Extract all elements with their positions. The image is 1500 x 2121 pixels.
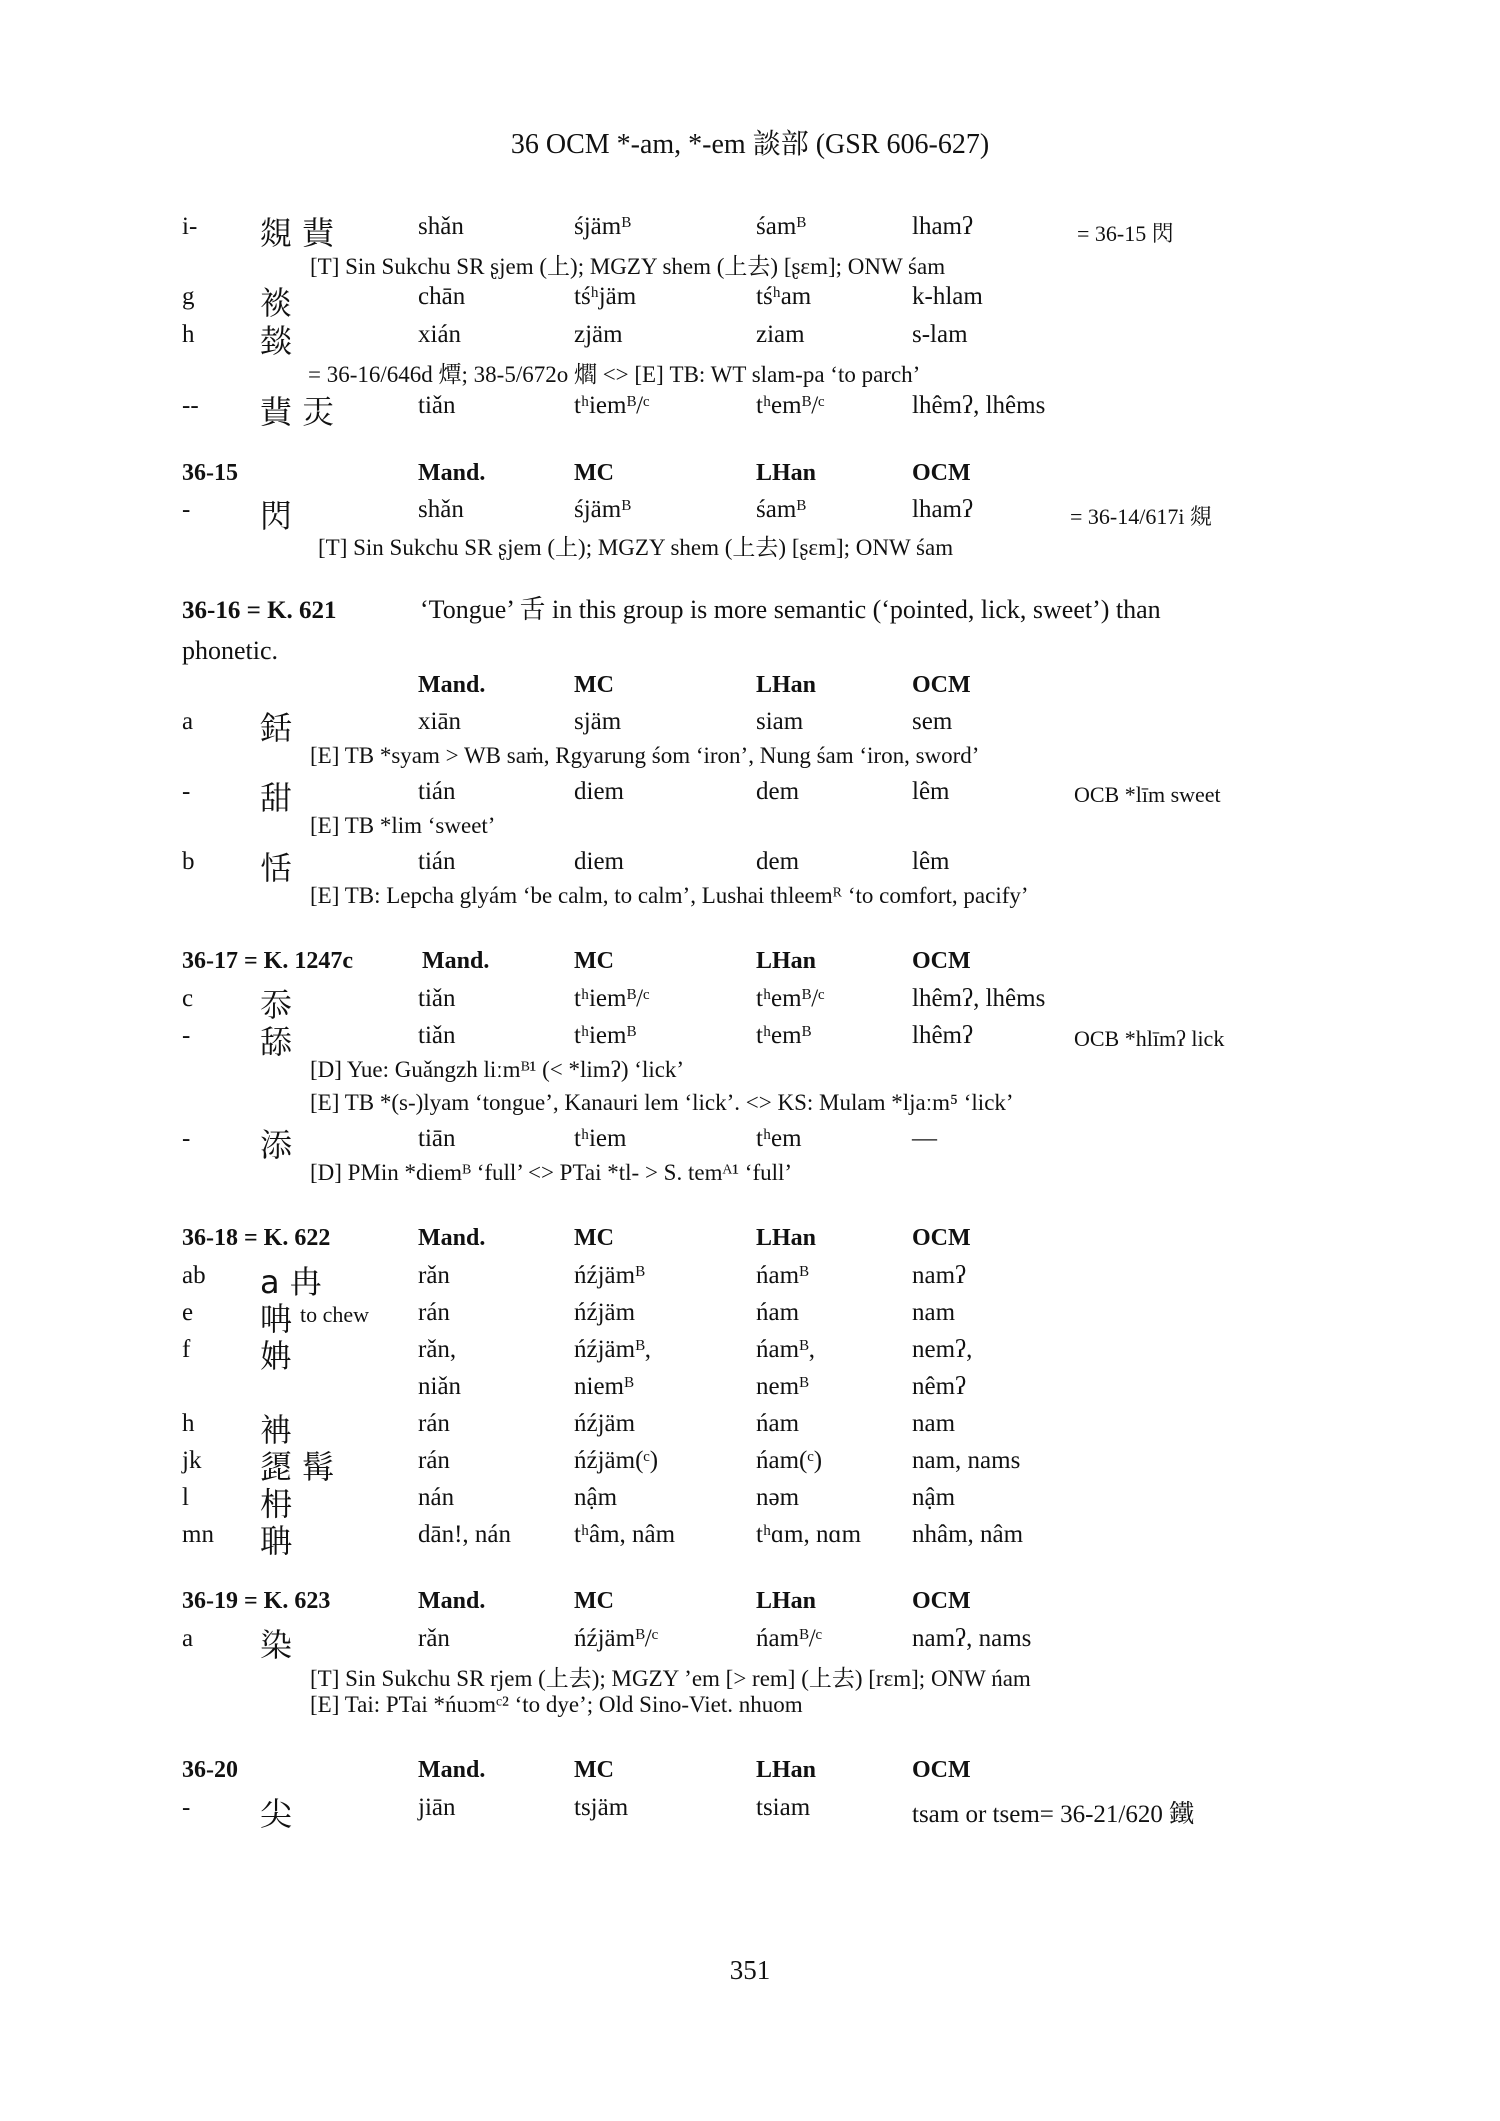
later-han: ńam(ᶜ) (756, 1447, 823, 1474)
middle-chinese: sjäm (574, 708, 622, 735)
ocb-gloss: OCB *hlīmʔ lick (1074, 1026, 1225, 1051)
old-chinese: lêm (912, 778, 950, 805)
later-han: tʰɑm, nɑm (756, 1521, 862, 1548)
entry-row (182, 1410, 1362, 1449)
old-chinese: nậm (912, 1484, 956, 1511)
character: 䩀 㶣 (260, 393, 335, 431)
intro-text-cont: phonetic. (182, 636, 279, 665)
entry-id: f (182, 1336, 191, 1363)
mandarin: rǎn (418, 1625, 450, 1652)
entry-id: jk (182, 1447, 202, 1474)
note: [D] Yue: Guǎngzh liːmᴮ¹ (< *limʔ) ‘lick’ (310, 1057, 685, 1082)
group-id: 36-15 (182, 460, 238, 486)
middle-chinese: ńźjäm(ᶜ) (574, 1447, 659, 1474)
mandarin: jiān (418, 1794, 456, 1821)
old-chinese: nêmʔ (912, 1373, 967, 1400)
col-ocm: OCM (912, 672, 971, 698)
old-chinese: namʔ, nams (912, 1625, 1032, 1652)
gloss: to chew (300, 1302, 370, 1327)
later-han: śamᴮ (756, 496, 806, 523)
ocb-gloss: OCB *līm sweet (1074, 782, 1221, 807)
group-header (182, 672, 1362, 708)
entry-row (182, 392, 1362, 431)
group-header (182, 1757, 1362, 1793)
group-id: 36-16 = K. 621 (182, 597, 337, 624)
entry-row (182, 778, 1362, 817)
note: [E] TB: Lepcha glyám ‘be calm, to calm’, Lushai thleemᴿ ‘to comfort, pacify’ (310, 883, 1029, 908)
group-header (182, 1588, 1362, 1624)
old-chinese: lhêmʔ (912, 1022, 974, 1049)
later-han: siam (756, 708, 804, 735)
middle-chinese: śjämᴮ (574, 496, 631, 523)
entry-row (182, 283, 1362, 322)
middle-chinese: tʰiemᴮ/ᶜ (574, 392, 650, 419)
character: 覢 䩀 (260, 214, 335, 252)
later-han: nəm (756, 1484, 800, 1511)
old-chinese: lhamʔ (912, 496, 974, 523)
mandarin: xiān (418, 708, 462, 735)
character: 尖 (260, 1795, 293, 1833)
col-mandarin: Mand. (422, 948, 490, 974)
mandarin: tián (418, 778, 456, 805)
col-mandarin: Mand. (418, 1588, 486, 1614)
middle-chinese: zjäm (574, 321, 623, 348)
entry-row (182, 1447, 1362, 1486)
entry-id: e (182, 1299, 194, 1326)
old-chinese: lhamʔ (912, 213, 974, 240)
old-chinese: nam, nams (912, 1447, 1021, 1474)
col-ocm: OCM (912, 1588, 971, 1614)
entry-id: b (182, 848, 195, 875)
intro-text: ‘Tongue’ 舌 in this group is more semantic (‘pointed, lick, sweet’) than (420, 595, 1161, 624)
mandarin: nán (418, 1484, 455, 1511)
entry-row (182, 1336, 1362, 1375)
col-mc: MC (574, 1225, 614, 1251)
old-chinese: sem (912, 708, 953, 735)
col-lhan: LHan (756, 1588, 817, 1614)
middle-chinese: tʰâm, nâm (574, 1521, 676, 1548)
group-intro (182, 590, 1302, 671)
later-han: dem (756, 848, 800, 875)
old-chinese: k-hlam (912, 283, 983, 310)
group-id: 36-18 = K. 622 (182, 1225, 331, 1251)
mandarin: shǎn (418, 213, 464, 240)
entry-id: - (182, 778, 191, 805)
entry-row (182, 321, 1362, 360)
middle-chinese: tsjäm (574, 1794, 629, 1821)
character: 閃 (260, 497, 293, 535)
entry-row (182, 1022, 1362, 1061)
entry-id: - (182, 1794, 191, 1821)
old-chinese: nemʔ, (912, 1336, 973, 1363)
entry-id: c (182, 985, 194, 1012)
col-ocm: OCM (912, 1757, 971, 1783)
character: 裧 (260, 284, 293, 322)
character: 呥 (260, 1300, 293, 1338)
entry-id: h (182, 1410, 195, 1437)
entry-id: - (182, 1022, 191, 1049)
entry-row (182, 985, 1362, 1024)
character: 袡 (260, 1411, 293, 1449)
later-han: tsiam (756, 1794, 811, 1821)
middle-chinese: śjämᴮ (574, 213, 631, 240)
old-chinese: — (912, 1125, 937, 1152)
entry-row (182, 848, 1362, 887)
note: [E] TB *(s-)lyam ‘tongue’, Kanauri lem ‘lick’. <> KS: Mulam *ljaːm⁵ ‘lick’ (310, 1090, 1014, 1115)
cross-reference: = 36-14/617i 覢 (1070, 504, 1212, 529)
middle-chinese: tśʰjäm (574, 283, 637, 310)
entry-id: mn (182, 1521, 214, 1548)
mandarin: niǎn (418, 1373, 462, 1400)
middle-chinese: diem (574, 778, 624, 805)
middle-chinese: ńźjämᴮ, (574, 1336, 652, 1363)
note: [T] Sin Sukchu SR ʂjem (上); MGZY shem (上去) [ʂɛm]; ONW śam (318, 535, 954, 560)
old-chinese: tsam or tsem= 36-21/620 鐵 (912, 1801, 1195, 1828)
col-lhan: LHan (756, 672, 817, 698)
middle-chinese: tʰiemᴮ/ᶜ (574, 985, 650, 1012)
later-han: tʰem (756, 1125, 802, 1152)
note: [T] Sin Sukchu SR rjem (上去); MGZY ’em [> rem] (上去) [rɛm]; ONW ńam (310, 1666, 1031, 1691)
character: 忝 (260, 986, 293, 1024)
col-mandarin: Mand. (418, 460, 486, 486)
mandarin: rán (418, 1299, 450, 1326)
entry-id: -- (182, 392, 199, 419)
entry-row (182, 1625, 1362, 1664)
old-chinese: lêm (912, 848, 950, 875)
col-ocm: OCM (912, 1225, 971, 1251)
mandarin: tián (418, 848, 456, 875)
mandarin: xián (418, 321, 462, 348)
entry-id: ab (182, 1262, 206, 1289)
old-chinese: lhêmʔ, lhêms (912, 392, 1046, 419)
old-chinese: lhêmʔ, lhêms (912, 985, 1046, 1012)
mandarin: tiān (418, 1125, 456, 1152)
old-chinese: nam (912, 1410, 956, 1437)
later-han: nemᴮ (756, 1373, 809, 1400)
mandarin: chān (418, 283, 466, 310)
character: 頾 髯 (260, 1448, 335, 1486)
entry-row (182, 213, 1362, 252)
group-header (182, 948, 1362, 984)
later-han: śamᴮ (756, 213, 806, 240)
col-lhan: LHan (756, 948, 817, 974)
entry-id: i- (182, 213, 198, 240)
middle-chinese: ńźjäm (574, 1299, 636, 1326)
col-mc: MC (574, 948, 614, 974)
page-number: 351 (729, 1955, 771, 1985)
middle-chinese: nậm (574, 1484, 618, 1511)
character: 聃 (260, 1522, 293, 1560)
entry-id: a (182, 1625, 194, 1652)
later-han: ńam (756, 1299, 800, 1326)
note: [E] Tai: PTai *ńuɔmᶜ² ‘to dye’; Old Sino-Viet. nhuom (310, 1692, 803, 1717)
mandarin: rǎn, (418, 1336, 457, 1363)
character: 銛 (260, 709, 293, 747)
character: 恬 (260, 849, 293, 887)
old-chinese: namʔ (912, 1262, 967, 1289)
col-mc: MC (574, 1757, 614, 1783)
group-header (182, 1225, 1362, 1261)
middle-chinese: tʰiemᴮ (574, 1022, 637, 1049)
page-header: 36 OCM *-am, *-em 談部 (GSR 606-627) (510, 129, 990, 160)
mandarin: tiǎn (418, 392, 456, 419)
col-ocm: OCM (912, 948, 971, 974)
col-mandarin: Mand. (418, 1757, 486, 1783)
entry-row (182, 1521, 1362, 1560)
entry-row (182, 1794, 1362, 1833)
entry-row (182, 708, 1362, 747)
col-mc: MC (574, 672, 614, 698)
mandarin: rǎn (418, 1262, 450, 1289)
mandarin: tiǎn (418, 1022, 456, 1049)
entry-row (182, 1125, 1362, 1164)
entry-row (182, 496, 1362, 535)
group-header (182, 460, 1362, 496)
character: 枏 (260, 1485, 293, 1523)
later-han: tśʰam (756, 283, 812, 310)
entry-row (182, 1299, 1362, 1338)
later-han: tʰemᴮ/ᶜ (756, 392, 825, 419)
later-han: ńamᴮ, (756, 1336, 815, 1363)
character: 姌 (260, 1337, 293, 1375)
middle-chinese: tʰiem (574, 1125, 627, 1152)
note: [D] PMin *diemᴮ ‘full’ <> PTai *tl- > S. temᴬ¹ ‘full’ (310, 1160, 793, 1185)
later-han: ziam (756, 321, 805, 348)
later-han: tʰemᴮ (756, 1022, 812, 1049)
character: 染 (260, 1626, 293, 1664)
later-han: dem (756, 778, 800, 805)
middle-chinese: ńźjäm (574, 1410, 636, 1437)
entry-row (182, 1262, 1362, 1301)
mandarin: rán (418, 1410, 450, 1437)
entry-id: - (182, 496, 191, 523)
group-id: 36-19 = K. 623 (182, 1588, 331, 1614)
col-lhan: LHan (756, 1757, 817, 1783)
mandarin: shǎn (418, 496, 464, 523)
entry-id: l (182, 1484, 189, 1511)
character: 甜 (260, 779, 293, 817)
col-lhan: LHan (756, 1225, 817, 1251)
mandarin: dān!, nán (418, 1521, 512, 1548)
later-han: ńamᴮ/ᶜ (756, 1625, 823, 1652)
col-ocm: OCM (912, 460, 971, 486)
character: 燅 (260, 322, 293, 360)
character: 添 (260, 1126, 293, 1164)
entry-row (182, 1373, 1362, 1409)
character: a 冉 (260, 1263, 322, 1301)
cross-reference: = 36-15 閃 (1077, 221, 1174, 246)
col-lhan: LHan (756, 460, 817, 486)
middle-chinese: ńźjämᴮ/ᶜ (574, 1625, 659, 1652)
entry-id: - (182, 1125, 191, 1152)
note: [E] TB *lim ‘sweet’ (310, 813, 496, 838)
later-han: ńamᴮ (756, 1262, 809, 1289)
entry-id: g (182, 283, 195, 310)
col-mc: MC (574, 460, 614, 486)
middle-chinese: diem (574, 848, 624, 875)
old-chinese: s-lam (912, 321, 968, 348)
entry-id: h (182, 321, 195, 348)
col-mc: MC (574, 1588, 614, 1614)
middle-chinese: ńźjämᴮ (574, 1262, 645, 1289)
mandarin: rán (418, 1447, 450, 1474)
later-han: ńam (756, 1410, 800, 1437)
note: = 36-16/646d 燂; 38-5/672o 爓 <> [E] TB: WT slam-pa ‘to parch’ (308, 362, 921, 387)
col-mandarin: Mand. (418, 1225, 486, 1251)
middle-chinese: niemᴮ (574, 1373, 634, 1400)
col-mandarin: Mand. (418, 672, 486, 698)
note: [T] Sin Sukchu SR ʂjem (上); MGZY shem (上去) [ʂɛm]; ONW śam (310, 254, 946, 279)
old-chinese: nhâm, nâm (912, 1521, 1024, 1548)
later-han: tʰemᴮ/ᶜ (756, 985, 825, 1012)
mandarin: tiǎn (418, 985, 456, 1012)
old-chinese: nam (912, 1299, 956, 1326)
note: [E] TB *syam > WB saṁ, Rgyarung śom ‘iron’, Nung śam ‘iron, sword’ (310, 743, 980, 768)
entry-id: a (182, 708, 194, 735)
group-id: 36-17 = K. 1247c (182, 948, 353, 974)
entry-row (182, 1484, 1362, 1523)
group-id: 36-20 (182, 1757, 238, 1783)
character: 舔 (260, 1023, 293, 1061)
